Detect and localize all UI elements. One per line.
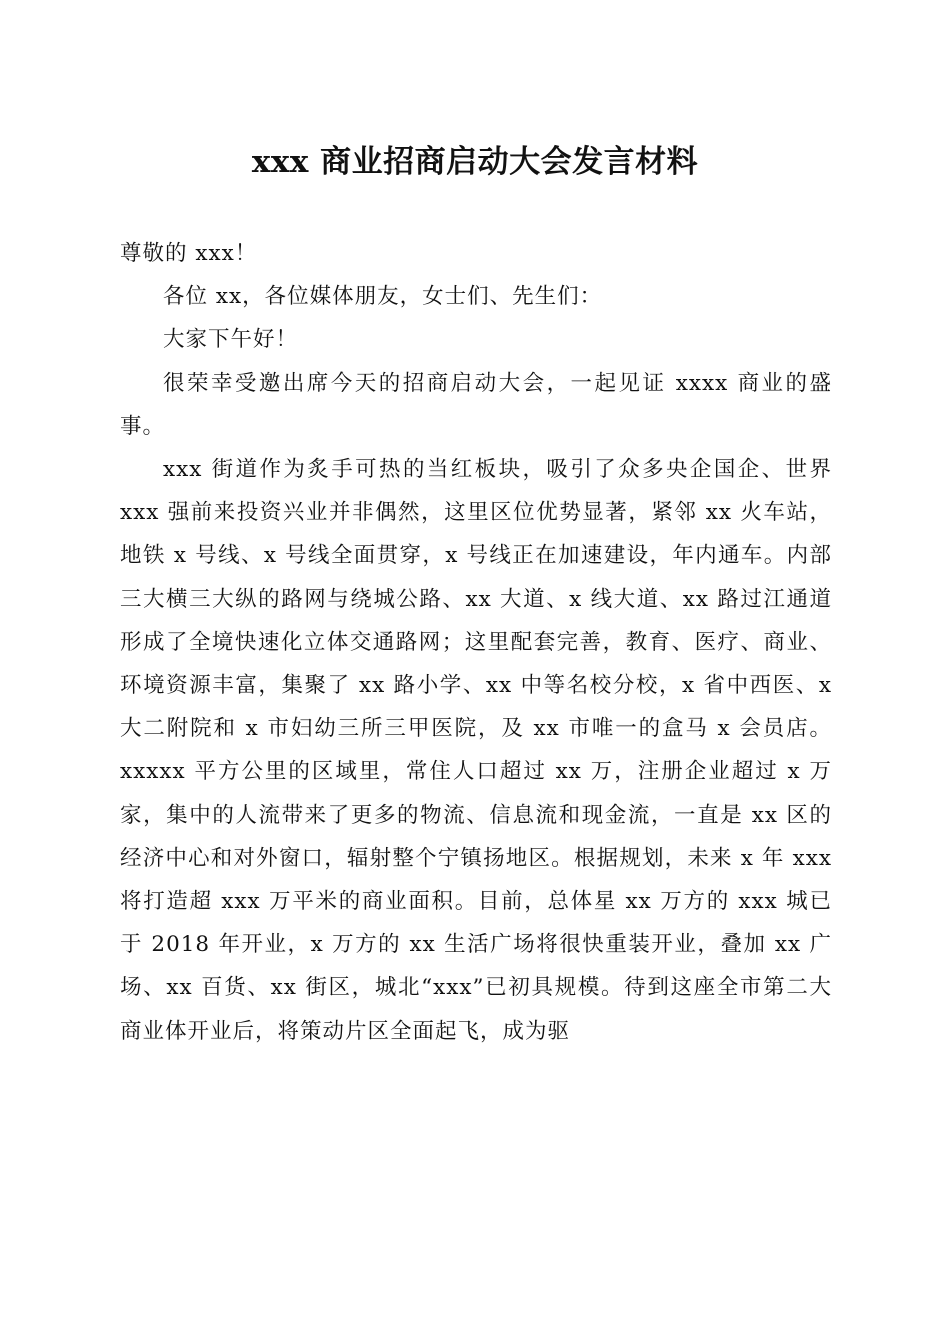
paragraph-district-overview: xxx 街道作为炙手可热的当红板块，吸引了众多央企国企、世界 xxx 强前来投资兴业并非偶然，这里区位优势显著，紧邻 xx 火车站，地铁 x 号线、x 号线全面贯穿，x 号线正在加速建设，年内通车。内部三大横三大纵的路网与绕城公路、xx 大道、x 线大道、xx 路过江通道形成了全境快速化立体交通路网；这里配套完善，教育、医疗、商业、环境资源丰富，集聚了 xx 路小学、xx 中等名校分校，x 省中西医、x 大二附院和 x 市妇幼三所三甲医院，及 xx 市唯一的盒马 x 会员店。xxxxx 平方公里的区域里，常住人口超过 xx 万，注册企业超过 x 万家，集中的人流带来了更多的物流、信息流和现金流，一直是 xx 区的经济中心和对外窗口，辐射整个宁镇扬地区。根据规划，未来 x 年 xxx 将打造超 xxx 万平米的商业面积。目前，总体星 xx 万方的 xxx 城已于 2018 年开业，x 万方的 xx 生活广场将很快重装开业，叠加 xx 广场、xx 百货、xx 街区，城北“xxx”已初具规模。待到这座全市第二大商业体开业后，将策动片区全面起飞，成为驱 bbox=[120, 457, 832, 1044]
paragraph-greeting-audience: 各位 xx，各位媒体朋友，女士们、先生们： bbox=[163, 284, 603, 310]
document-body bbox=[120, 232, 832, 1053]
document-title: xxx 商业招商启动大会发言材料 bbox=[251, 144, 699, 180]
salutation: 尊敬的 xxx！ bbox=[120, 241, 258, 266]
paragraph-good-afternoon: 大家下午好！ bbox=[163, 327, 299, 353]
paragraph-opening: 很荣幸受邀出席今天的招商启动大会，一起见证 xxxx 商业的盛事。 bbox=[120, 370, 832, 439]
